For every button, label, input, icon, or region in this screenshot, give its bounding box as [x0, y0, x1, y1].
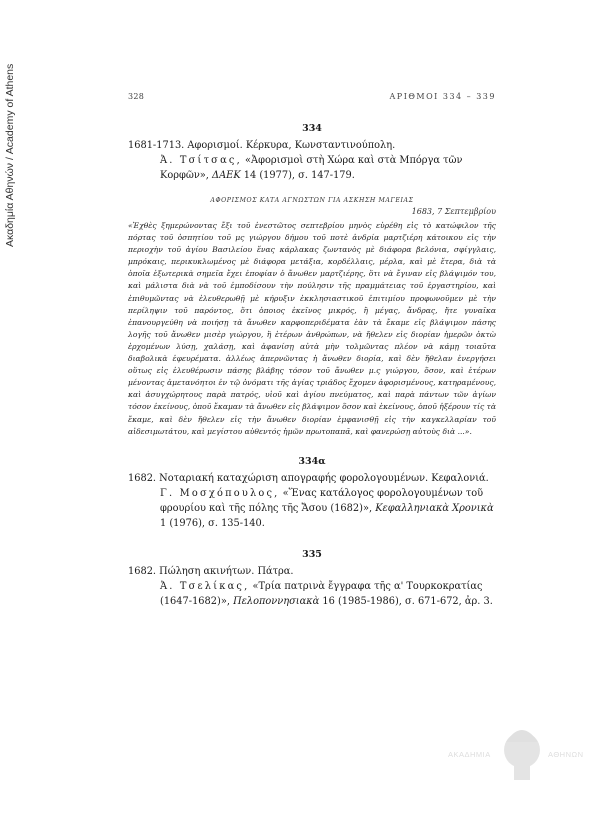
academy-watermark — [448, 720, 598, 790]
entry-journal: Πελοποννησιακὰ — [233, 595, 320, 607]
athena-head-icon — [500, 722, 544, 782]
entry-number: 334 — [302, 123, 322, 134]
entry-details: 16 (1985-1986), σ. 671-672, ἀρ. 3. — [322, 595, 493, 607]
entry-number: 335 — [302, 548, 322, 560]
entry-title: «Ἕνας κατάλογος φορολογουμένων τοῦ φρουρίου καὶ τῆς πόλης τῆς Ἄσου (1682)», — [160, 487, 484, 514]
entry-author: Ἀ. Τσίτσας, — [160, 155, 242, 166]
entry-summary: 1682. Νοταριακή καταχώριση απογραφής φορολογουμένων. Κεφαλονιά. — [128, 472, 489, 484]
entry-author: Γ. Μοσχόπουλος, — [160, 487, 280, 499]
document-text: «Ἐχθὲς ξημερώνοντας ἔξι τοῦ ἐνεστῶτος σεπτεβρίου μηνὸς εὑρέθη εἰς τὸ κατώφιλον τῆς πόρτας τοῦ ὁσπητίου τοῦ μς γιώργου δήμου τοῦ ποτὲ ἀνδρία μαρτζιέρη κάτοικου εἰς τὴν περιοχὴν τοῦ ἁγίου Βασιλείου ἕνας κάρλακας ζωντανὸς μὲ διάφορα βελόνια, σφίγγλαις, μπρόκαις, περικυκλωμένος μὲ διάφορα μετάξια, κορδέλλαις, μέρλα, καὶ μὲ ἕτερα, διὰ τὰ ὁποῖα ἐξωτερικὰ σημεῖα ἔχει ἐποφίαν ὁ ἄνωθεν μαρτζιέρης, ὅτι νὰ ἔγιναν εἰς βλάψιμόν του, καὶ μάλιστα διὰ νὰ τοῦ ἐμποδίσουν τὴν πούλησιν τῆς πραμμάτειας τοῦ ἐργαστηρίου, καὶ ἐπιθυμῶντας νὰ ἐλευθερωθῇ μὲ κήρυξιν ἐκκλησιαστικοῦ ἐπιτιμίου προφωνοῦμεν μὲ τὴν περίληψιν τοῦ παρόντος, ὅτι ὁποιος ἐκεῖνος μικρός, ἢ μέγας, ἄνδρας, ἤτε γυναῖκα ἐπανουργεύθη νὰ ποιήσῃ τὰ ἄνωθεν καρφοπεριδέματα ἐὰν τὰ ἔκαμε εἰς βλάψιμον πάσης λογῆς τοῦ ἄνωθεν μισὲρ γιώργου, ἢ ἑτέρων ἀνθρώπων, νὰ ἤθελεν εἰς διορίαν ἡμερῶν ὀκτὼ ἐρχομένων λύσῃ, χαλάσῃ, καὶ ἀφανίσῃ αὐτὰ μὴν τολμῶντας πλέον νὰ κάμῃ τοιαῦτα διαβολικὰ ἐφευρέματα. ἀλλέως ἀπερνῶντας ἡ ἄνωθεν διορία, καὶ δὲν ἤθελαν ἐνεργήσει οὕτως εἰς ἐλευθέρωσιν πάσης βλάβης τόσον τοῦ ἄνωθεν μ.ς γιώργου, ὅσον, καὶ ἑτέρων μένοντας ἀμετανόητοι ἐν τῷ ὀνόματι τῆς ἁγίας τριάδος ἔχομεν ἀφορισμένους, κατηραμένους, καὶ ἀσυγχώρητους παρὰ πατρός, υἱοῦ καὶ ἁγίου πνεύματος, καὶ παρὰ πάντων τῶν ἁγίων τόσον ἐκείνους, ὁποῦ ἔκαμαν τὰ ἄνωθεν εἰς βλάψιμον ὅσον καὶ ἐκείνους, ὁποῦ ἠξέρουν τίς τὰ ἔκαμε, καὶ δὲν ἤθελεν εἰς τὴν ἄνωθεν διορίαν ἐμφανισθῇ εἰς τὴν καγκελλαρίαν τοῦ αἰδεσιμωτάτου, καὶ μεγίστου αὐθεντός ἡμῶν πρωτοπαπᾶ, καὶ φανερώσῃ αὐτοὺς διὰ ...». — [128, 221, 496, 436]
running-title: ΑΡΙΘΜΟΙ 334 – 339 — [389, 92, 496, 101]
entry — [128, 564, 496, 609]
page-header — [128, 92, 496, 101]
entry — [128, 471, 496, 531]
entry-reference — [128, 153, 496, 183]
entry-number: 334α — [298, 455, 326, 467]
entry-journal: Κεφαλληνιακὰ Χρονικὰ — [375, 502, 494, 514]
entry-details: 14 (1977), σ. 147-179. — [243, 170, 355, 181]
page-number: 328 — [128, 92, 145, 101]
entry-summary: 1681-1713. Αφορισμοί. Κέρκυρα, Κωνσταντινούπολη. — [128, 140, 396, 151]
page — [128, 92, 496, 609]
entry-reference — [128, 579, 496, 609]
entry-journal: ΔΑΕΚ — [212, 170, 241, 181]
entry-reference — [128, 486, 496, 531]
entry — [128, 138, 496, 183]
entry-title: «Ἀφορισμοὶ στὴ Χώρα καὶ στὰ Μπόργα τῶν Κορφῶν», — [160, 155, 463, 181]
document-title: ΑΦΟΡΙΣΜΟΣ ΚΑΤΑ ΑΓΝΩΣΤΩΝ ΓΙΑ ΑΣΚΗΣΗ ΜΑΓΕΙΑΣ — [210, 197, 414, 204]
side-label: Ακαδημία Αθηνών / Academy of Athens — [4, 63, 16, 247]
entry-summary: 1682. Πώληση ακινήτων. Πάτρα. — [128, 565, 294, 577]
entry-details: 1 (1976), σ. 135-140. — [160, 517, 265, 529]
watermark-left-text: ΑΚΑΔΗΜΙΑ — [448, 750, 491, 759]
watermark-right-text: ΑΘΗΝΩΝ — [548, 750, 584, 759]
document-date: 1683, 7 Σεπτεμβρίου — [411, 207, 496, 216]
entry-title: «Τρία πατρινὰ ἔγγραφα τῆς α' Τουρκοκρατίας (1647-1682)», — [160, 580, 483, 607]
entry-author: Ἀ. Τσελίκας, — [160, 580, 250, 592]
